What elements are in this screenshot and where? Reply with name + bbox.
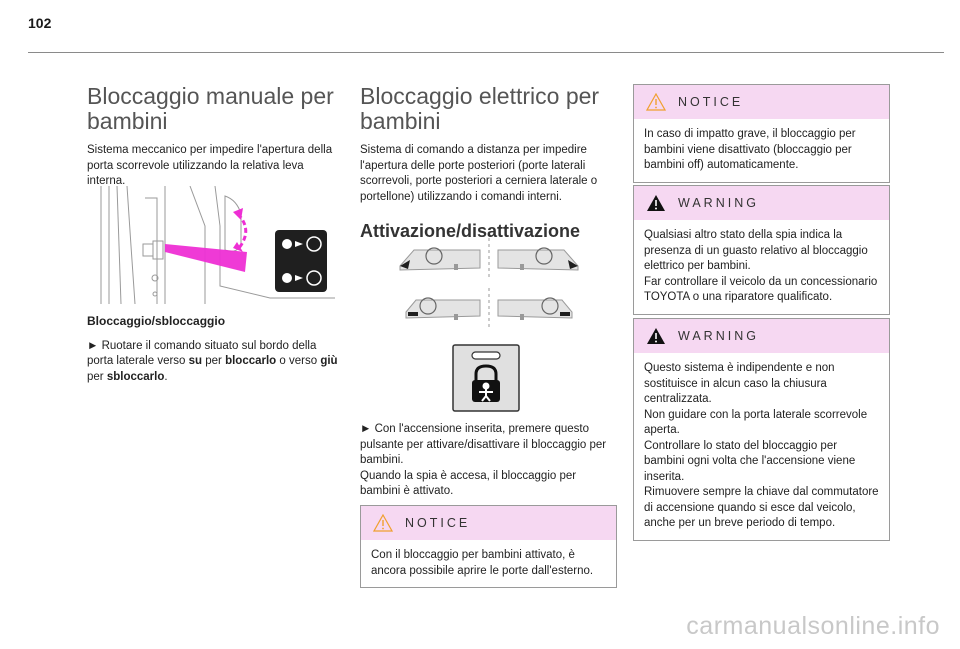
warning-label: WARNING [678,329,759,343]
warning-text: Far controllare il veicolo da un concessionario TOYOTA o una riparatore qualificato. [644,275,878,303]
child-lock-button-illustration [452,344,520,412]
notice-label: NOTICE [678,95,744,109]
activation-heading: Attivazione/disattivazione [360,221,581,241]
warning-box-fault [633,185,890,315]
manual-child-lock-illustration [95,186,335,304]
warning-text: Qualsiasi altro stato della spia indica la presenza di un guasto relativo al bloccaggio elettrico per bambini. [644,229,868,272]
notice-icon [373,514,393,532]
warning-icon [646,194,666,212]
notice-text: Con il bloccaggio per bambini attivato, è ancora possibile aprire le porte dall'esterno. [371,549,594,577]
electric-instruction-lamp: Quando la spia è accesa, il bloccaggio per bambini è attivato. [360,469,577,497]
section-title-electric: Bloccaggio elettrico per bambini [360,83,600,134]
manual-intro: Sistema meccanico per impedire l'apertura della porta scorrevole utilizzando la relativa leva interna. [87,144,333,187]
warning-label: WARNING [678,196,759,210]
warning-header [634,186,889,220]
notice-label: NOTICE [405,516,471,530]
manual-instructions [87,314,339,385]
warning-text: Rimuovere sempre la chiave dal commutatore di accensione quando si esce dal veicolo, anche per un breve periodo di tempo. [644,486,879,529]
electric-instruction: ► Con l'accensione inserita, premere questo pulsante per attivare/disattivare il bloccaggio per bambini. [360,423,607,466]
section-title-manual: Bloccaggio manuale per bambini [87,83,334,134]
warning-text: Non guidare con la porta laterale scorrevole aperta. [644,408,868,436]
warning-icon [646,327,666,345]
dashboard-button-location-illustration [394,238,584,330]
notice-box-exterior-open [360,505,617,588]
electric-instructions [360,422,617,500]
page-number: 102 [28,15,52,31]
manual-subhead: Bloccaggio/sbloccaggio [87,314,226,328]
warning-text: Questo sistema è indipendente e non sostituisce in alcun caso la chiusura centralizzata. [644,362,835,405]
electric-intro: Sistema di comando a distanza per impedire l'apertura delle porte posteriori (porte laterali scorrevoli, porte posteriori a cerniera laterale o portellone) utilizzando i comandi interni. [360,144,598,203]
column-manual-lock [87,84,339,190]
warning-box-safety [633,318,890,541]
notice-box-impact [633,84,890,183]
column-electric-lock [360,84,617,242]
notice-header [361,506,616,540]
header-rule [28,52,944,53]
warning-header [634,319,889,353]
warning-text: Controllare lo stato del bloccaggio per bambini ogni volta che l'accensione viene inserita. [644,439,856,483]
notice-icon [646,93,666,111]
manual-instruction: ► Ruotare il comando situato sul bordo della porta laterale verso su per bloccarlo o verso giù per sbloccarlo. [87,339,338,383]
notice-text: In caso di impatto grave, il bloccaggio per bambini viene disattivato (bloccaggio per bambini off) automaticamente. [644,128,856,171]
notice-header [634,85,889,119]
watermark: carmanualsonline.info [686,612,940,640]
